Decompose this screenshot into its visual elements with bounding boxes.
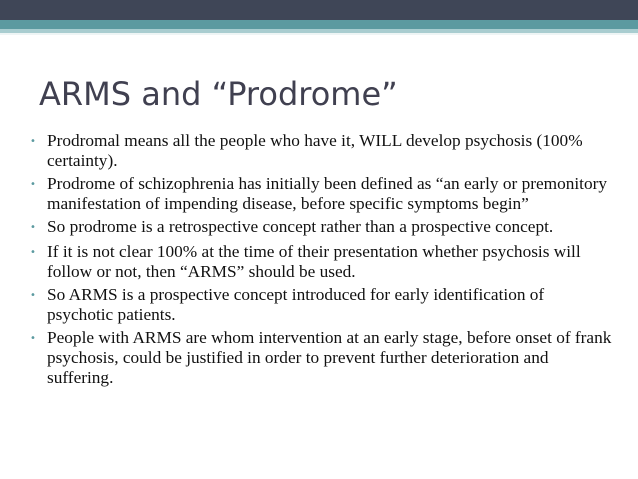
bullet-item bbox=[30, 328, 614, 388]
bullet-dot-icon: • bbox=[30, 333, 36, 344]
slide-title: ARMS and “Prodrome” bbox=[39, 75, 398, 113]
bullet-dot-icon: • bbox=[30, 179, 36, 190]
bullet-item bbox=[30, 174, 614, 214]
bullet-dot-icon: • bbox=[30, 136, 36, 147]
bullet-text: Prodrome of schizophrenia has initially been defined as “an early or premonitory manifestation of impending disease, before specific symptoms begin” bbox=[47, 174, 608, 213]
header-band-gap bbox=[0, 33, 638, 35]
bullet-text: So prodrome is a retrospective concept rather than a prospective concept. bbox=[47, 217, 554, 236]
bullet-dot-icon: • bbox=[30, 290, 36, 301]
header-band-teal bbox=[0, 20, 638, 29]
bullet-list bbox=[30, 131, 614, 391]
bullet-item bbox=[30, 217, 614, 239]
header-band-dark bbox=[0, 0, 638, 20]
bullet-item bbox=[30, 131, 614, 171]
bullet-item bbox=[30, 285, 614, 325]
bullet-text: So ARMS is a prospective concept introduced for early identification of psychotic patients. bbox=[47, 285, 545, 324]
bullet-text: People with ARMS are whom intervention at an early stage, before onset of frank psychosis, could be justified in order to prevent further deterioration and suffering. bbox=[47, 328, 612, 387]
bullet-text: Prodromal means all the people who have it, WILL develop psychosis (100% certainty). bbox=[47, 131, 583, 170]
bullet-text: If it is not clear 100% at the time of their presentation whether psychosis will follow or not, then “ARMS” should be used. bbox=[47, 242, 581, 281]
bullet-dot-icon: • bbox=[30, 222, 36, 233]
bullet-item bbox=[30, 242, 614, 282]
bullet-dot-icon: • bbox=[30, 247, 36, 258]
